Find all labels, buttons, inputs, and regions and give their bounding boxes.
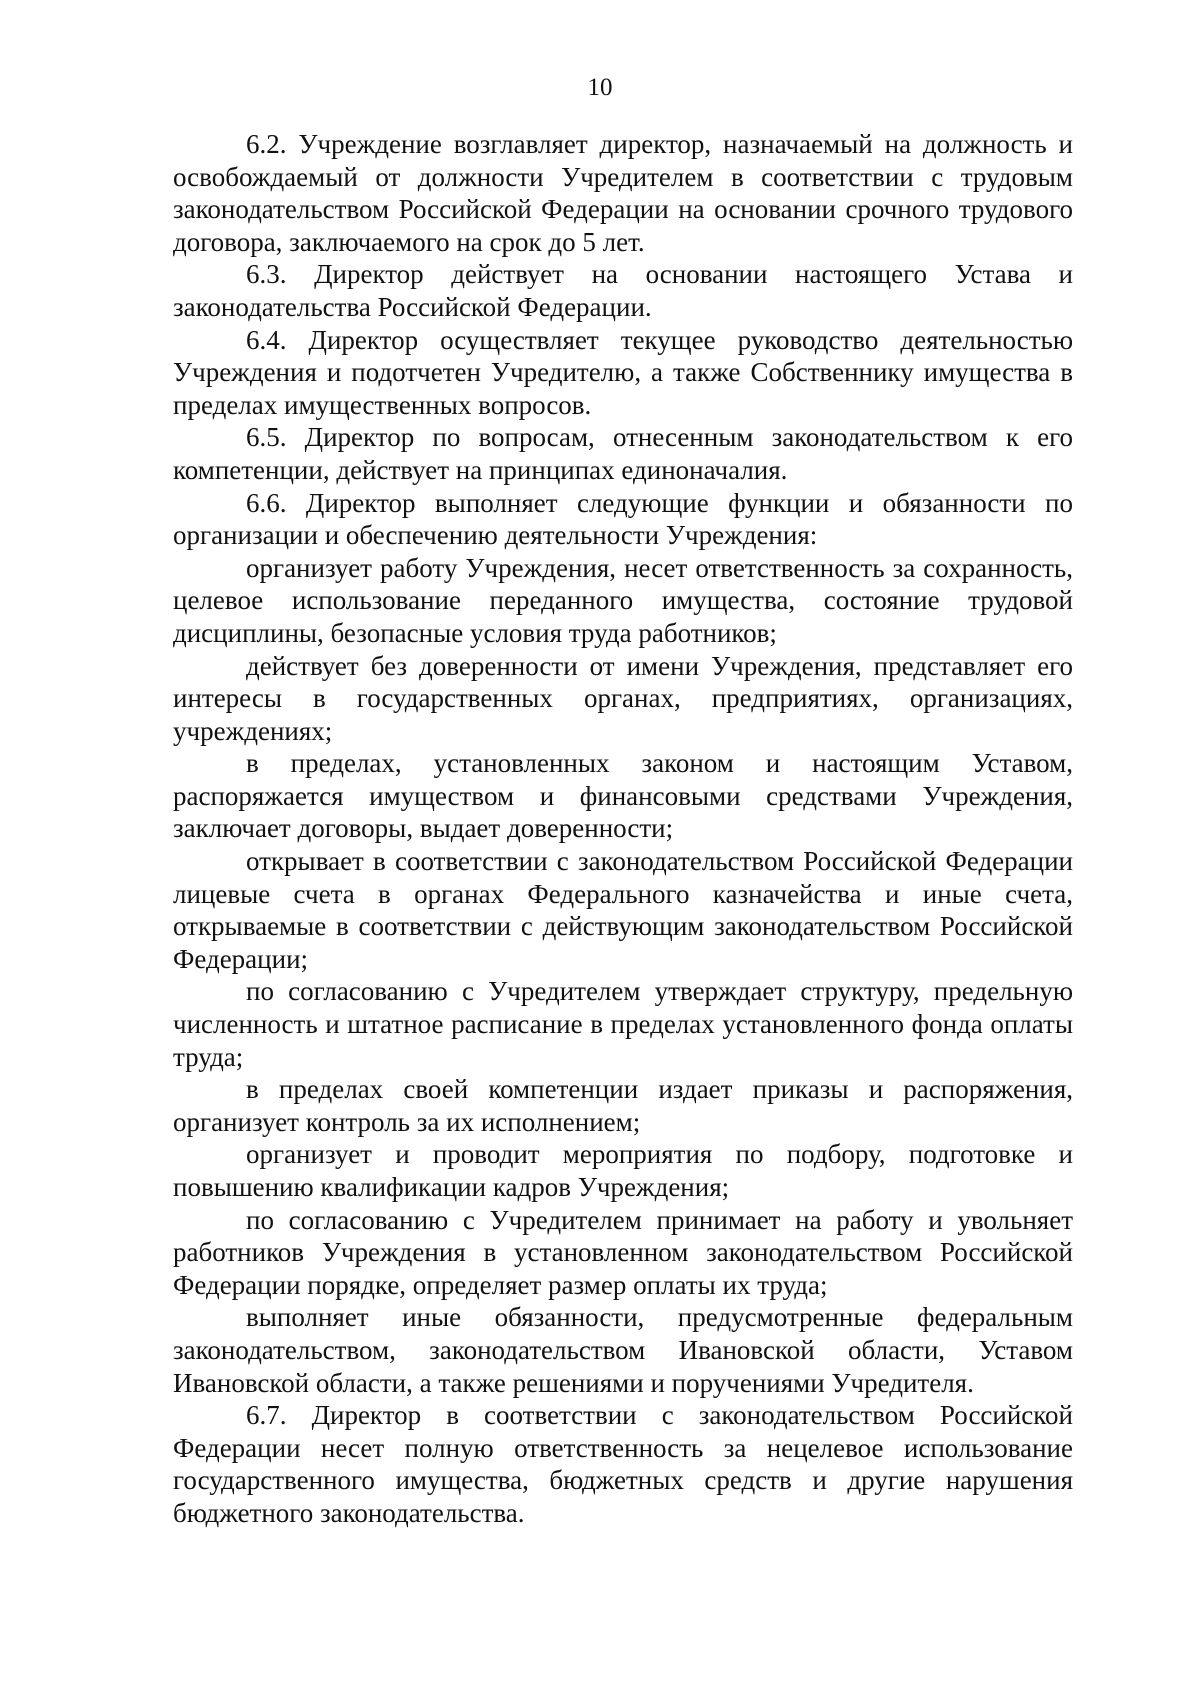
paragraph-6-4: 6.4. Директор осуществляет текущее руководство деятельностью Учреждения и подотчетен Учредителю, а также Собственнику имущества в пределах имущественных вопросов. xyxy=(173,324,1073,420)
paragraph-6-7: 6.7. Директор в соответствии с законодательством Российской Федерации несет полную ответственность за нецелевое использование государственного имущества, бюджетных средств и другие нарушения бюджетного законодательства. xyxy=(173,1400,1073,1528)
page-number: 10 xyxy=(587,74,613,101)
paragraph-6-5: 6.5. Директор по вопросам, отнесенным законодательством к его компетенции, действует на принципах единоначалия. xyxy=(173,422,1073,485)
duty-acts-without-power-of-attorney: действует без доверенности от имени Учреждения, представляет его интересы в государственных органах, предприятиях, организациях, учреждениях; xyxy=(173,650,1073,746)
duty-issues-orders: в пределах своей компетенции издает приказы и распоряжения, организует контроль за их исполнением; xyxy=(173,1074,1073,1137)
duty-hires-employees: по согласованию с Учредителем принимает на работу и увольняет работников Учреждения в установленном законодательством Российской Федерации порядке, определяет размер оплаты их труда; xyxy=(173,1204,1073,1300)
paragraph-6-6: 6.6. Директор выполняет следующие функции и обязанности по организации и обеспечению деятельности Учреждения: xyxy=(173,487,1073,551)
duty-manages-property: в пределах, установленных законом и настоящим Уставом, распоряжается имуществом и финансовыми средствами Учреждения, заключает договоры, выдает доверенности; xyxy=(173,748,1073,844)
paragraph-6-3: 6.3. Директор действует на основании настоящего Устава и законодательства Российской Федерации. xyxy=(173,259,1073,322)
duty-staff-training: организует и проводит мероприятия по подбору, подготовке и повышению квалификации кадров Учреждения; xyxy=(173,1139,1073,1202)
duty-organizes-work: организует работу Учреждения, несет ответственность за сохранность, целевое использование переданного имущества, состояние трудовой дисциплины, безопасные условия труда работников; xyxy=(173,552,1073,648)
duty-other-obligations: выполняет иные обязанности, предусмотренные федеральным законодательством, законодательством Ивановской области, Уставом Ивановской области, а также решениями и поручениями Учредителя. xyxy=(173,1302,1073,1398)
paragraph-6-2: 6.2. Учреждение возглавляет директор, назначаемый на должность и освобождаемый от должности Учредителем в соответствии с трудовым законодательством Российской Федерации на основании срочного трудового договора, заключаемого на срок до 5 лет. xyxy=(173,129,1073,257)
duty-opens-accounts: открывает в соответствии с законодательством Российской Федерации лицевые счета в органах Федерального казначейства и иные счета, открываемые в соответствии с действующим законодательством Российской Федерации; xyxy=(173,846,1073,974)
duty-approves-structure: по согласованию с Учредителем утверждает структуру, предельную численность и штатное расписание в пределах установленного фонда оплаты труда; xyxy=(173,976,1073,1072)
document-body xyxy=(173,128,1073,1530)
